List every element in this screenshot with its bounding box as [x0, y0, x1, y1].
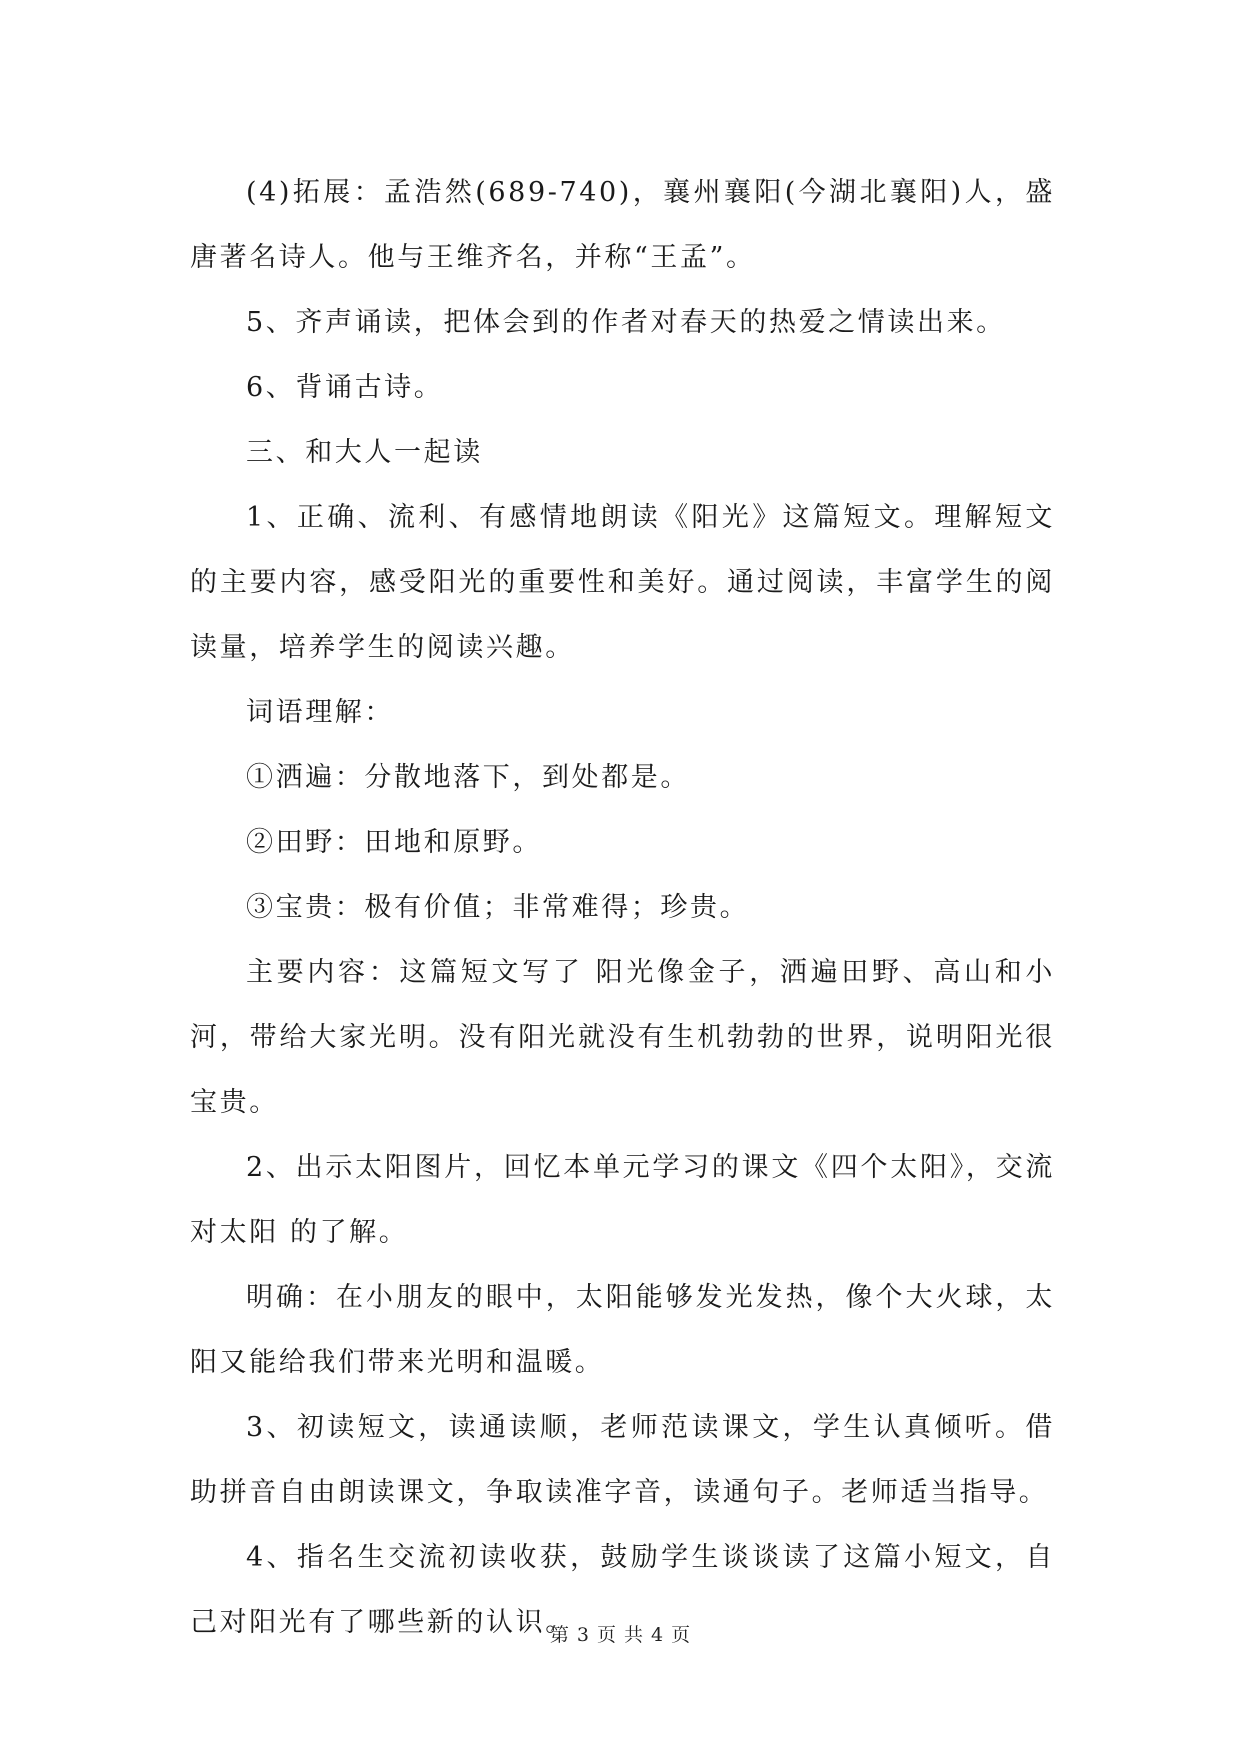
paragraph-first-reading: 3、初读短文，读通读顺，老师范读课文，学生认真倾听。借助拼音自由朗读课文，争取读准字音，读通句子。老师适当指导。 — [190, 1412, 1055, 1508]
paragraph-main-content: 主要内容：这篇短文写了 阳光像金子，洒遍田野、高山和小河，带给大家光明。没有阳光就没有生机勃勃的世界，说明阳光很宝贵。 — [190, 957, 1055, 1118]
paragraph-show-sun-picture: 2、出示太阳图片，回忆本单元学习的课文《四个太阳》，交流对太阳 的了解。 — [190, 1152, 1055, 1248]
body-text — [190, 160, 1055, 1655]
vocabulary-item-3: ③宝贵：极有价值；非常难得；珍贵。 — [246, 892, 750, 923]
paragraph-extension-meng-haoran: (4)拓展：孟浩然(689-740)，襄州襄阳(今湖北襄阳)人，盛唐著名诗人。他与王维齐名，并称“王孟”。 — [190, 177, 1055, 273]
vocabulary-item-1: ①洒遍：分散地落下，到处都是。 — [246, 762, 690, 793]
vocabulary-item-2: ②田野：田地和原野。 — [246, 827, 542, 858]
paragraph-memorize-poem: 6、背诵古诗。 — [246, 372, 444, 403]
paragraph-clarification: 明确：在小朋友的眼中，太阳能够发光发热，像个大火球，太阳又能给我们带来光明和温暖。 — [190, 1282, 1055, 1378]
section-heading-read-with-adults: 三、和大人一起读 — [246, 437, 483, 468]
paragraph-share-gains: 4、指名生交流初读收获，鼓励学生谈谈读了这篇小短文，自己对阳光有了哪些新的认识。 — [190, 1542, 1055, 1638]
vocabulary-heading: 词语理解： — [246, 697, 394, 728]
paragraph-recite-together: 5、齐声诵读，把体会到的作者对春天的热爱之情读出来。 — [246, 307, 1006, 338]
paragraph-read-sunshine: 1、正确、流利、有感情地朗读《阳光》这篇短文。理解短文的主要内容，感受阳光的重要性和美好。通过阅读，丰富学生的阅读量，培养学生的阅读兴趣。 — [190, 502, 1055, 663]
page-number-footer: 第 3 页 共 4 页 — [549, 1624, 692, 1646]
